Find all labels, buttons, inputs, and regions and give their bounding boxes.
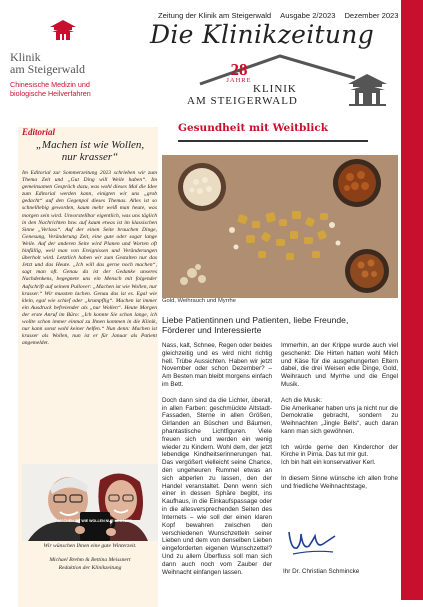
photo-caption: Gold, Weihrauch und Myrrhe [162,298,236,304]
article-paragraph: In diesem Sinne wünsche ich allen frohe und friedliche Weihnachtstage, [281,474,398,490]
anniversary-word: JAHRE [226,77,252,84]
logo-subtitle-line2: biologische Heilverfahren [10,89,91,98]
portrait-caption: Wir wünschen Ihnen eine gute Winterzeit. [43,543,137,549]
editors-names: Michael Brehm & Bettina Meissnert [49,557,131,563]
handwritten-signature [285,522,340,560]
article-paragraph: Nass, kalt, Schnee, Regen oder beides gleichzeitig und es wird nicht richtig hell. Trübe Aussichten. Haben wir jetzt November oder schon Dezember? – Am Besten man bleibt morgens einfach im Bett. [162,342,272,389]
emblem-text-line2: AM STEIGERWALD [187,95,298,107]
editorial-headline-line1: „Machen ist wie Wollen, [35,139,145,151]
article-heading-line1: Liebe Patientinnen und Patienten, liebe Freunde, [162,315,349,325]
article-column-left [162,342,272,584]
article-paragraph: Ich bin halt ein konservativer Kerl. [281,459,376,467]
anniversary-number: 28 [230,60,248,79]
issue-month: Dezember 2023 [344,11,399,20]
tagline-rule [178,140,368,142]
spices-photo [162,155,398,298]
tagline: Gesundheit mit Weitblick [178,122,329,134]
article-paragraph: Immerhin, an der Krippe wurde auch viel geschenkt: Die Hirten hatten wohl Milch und Käse für die ausgehungerten Eltern dabei, die drei Weisen edle Dinge, Gold, Weihrauch und Myrrhe und die Engel Musik. [281,342,398,389]
editorial-headline [22,139,158,163]
issue-number: Ausgabe 2/2023 [280,11,336,20]
pagoda-logo-icon [48,18,78,42]
logo-name-line2: am Steigerwald [10,62,85,76]
red-side-band [401,0,423,600]
editorial-headline-line2: nur krasser“ [61,151,119,163]
article-paragraph: Ich würde gerne den Kinderchor der Kirche in Pirna. Das tut mir gut. [281,443,398,459]
mug-slogan: MACHEN IST WIE WOLLEN NUR KRASSER [57,519,133,523]
article-signoff: Ihr Dr. Christian Schmincke [283,568,360,575]
article-paragraph: Die Amerikaner haben uns ja nicht nur die Demokratie gebracht, sondern zu Weihnachten „Jingle Bells“, auch daran kann man sich gewöhnen. [281,404,398,435]
editorial-label: Editorial [22,127,56,137]
article-heading-line2: Förderer und Interessierte [162,325,262,335]
editors-portrait-photo [22,464,158,541]
house-emblem-icon [345,70,390,108]
logo-name-line1: Klinik [10,50,41,64]
logo-subtitle-line1: Chinesische Medizin und [10,80,90,89]
article-paragraph: Ach die Musik: [281,396,322,404]
issue-info-bar [158,11,398,20]
article-heading [162,315,398,335]
article-paragraph: Doch dann sind da die Lichter, überall, in allen Farben: geschmückte Altstadt-Fassaden, Sterne in allen Größen, Girlanden an Büschen und Bäumen, phantastische Lichtfiguren. Viele freuen sich und werden ein wenig wieder zu Kindern. Wohl dem, der jetzt lebendige Kindheitserinnerungen hat. Das vergößert vielleicht seine Chance, den ungeheuren Rummel etwas an sich abperlen zu lassen, den der Handel veranstaltet. Denn wenn sich einer in dessen Sphäre begibt, ins Kaufhaus, in die Einkaufspassage oder in die allesversprechenden Seiten des Internets – wie soll der einen klaren Kopf bewahren zwischen den verschiedenen Wunschzetteln seiner Lieben und dem von denselben Lieben eingeforderten eigenen Wunschzettel? Und zu allem Überfluss soll man sich dann auch noch vom Zauber der Weihnacht einfangen lassen. [162,396,272,576]
editors-role: Redaktion der Klinikzeitung [58,565,122,571]
masthead-title: Die Klinikzeitung [150,20,375,49]
emblem-text-line1: KLINIK [253,83,297,95]
article-column-right [281,342,398,498]
editorial-body: Im Editorial zur Sommerzeitung 2023 schrieben wir zum Thema Zeit und „Gut Ding will Weile haben“. Im gemeinsamen Gespräch dazu, was wohl dieses Mal die Idee zum Editorial werden kann, einigten wir uns „grob gedacht“ auf den Gegenpol dieses Themas. Alles ist so schnelllebig geworden, kaum mehr weiß man heute, was morgen sein wird. Unvorstellbar eigentlich, was uns täglich in den Nachrichten bzw. auf kaum etwas ist im klassischen Sinne „Verlass“. Auf der einen Seite brauchen Dinge, Genesung, Veränderung Zeit, eine gute oder sogar lange Weile. Auf der anderen Seite wird Planen und Warten oft hinfällig, weil man von Ereignissen und Veränderungen überholt wird. Letztlich haben wir zum Gestalten nur das Jetzt und das Heute. „Ich will das gerne noch machen“, sagt man oft. Genau da ist der Gedanke unseres Nachdenkens, begegnete uns ein Mensch mit folgender Aufschrift auf seinem Pullover: „Machen ist wie Wollen, nur krasser.“ Wir mussten lachen. Genau das ist es. Egal wie klein, egal wie schief oder „krumpflig“. Machen ist immer ein Ausdruck befreiender als „nur Wollen“. Heute Morgen der erste Anruf im Büro: „Ich konnte Sie schon lange, ich wollte schon immer einmal zu Ihnen kommen in die Klinik, nur kann sonst wohl keiner helfen.“ Nun denn: Machen ist krasser als Wollen, nun ist er für Januar als Patient angemeldet. [22,170,157,347]
newspaper-subtitle: Zeitung der Klinik am Steigerwald [158,11,272,20]
